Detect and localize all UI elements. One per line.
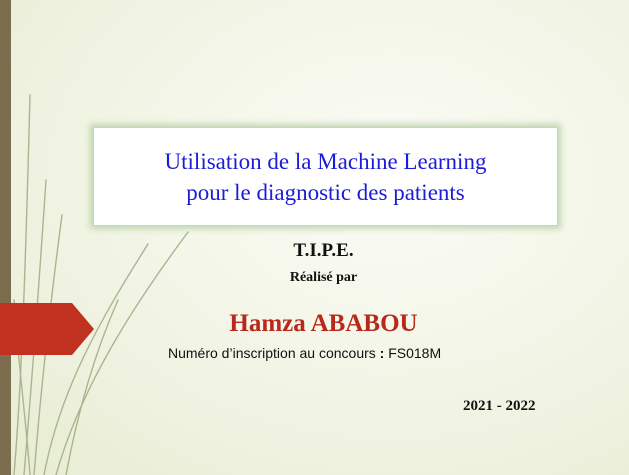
tipe-heading: T.I.P.E. — [293, 240, 354, 261]
realise-par-label: Réalisé par — [289, 270, 358, 285]
grass-decoration — [0, 0, 200, 475]
inscription-value: FS018M — [388, 345, 442, 361]
inscription-colon: : — [379, 345, 385, 361]
inscription-line — [168, 345, 441, 361]
academic-year: 2021 - 2022 — [463, 398, 536, 414]
title-line-2: pour le diagnostic des patients — [186, 179, 465, 205]
inscription-label: Numéro d’inscription au concours — [168, 345, 376, 361]
author-name: Hamza ABABOU — [229, 310, 418, 337]
title-box — [93, 127, 558, 226]
title-line-1: Utilisation de la Machine Learning — [164, 148, 487, 174]
